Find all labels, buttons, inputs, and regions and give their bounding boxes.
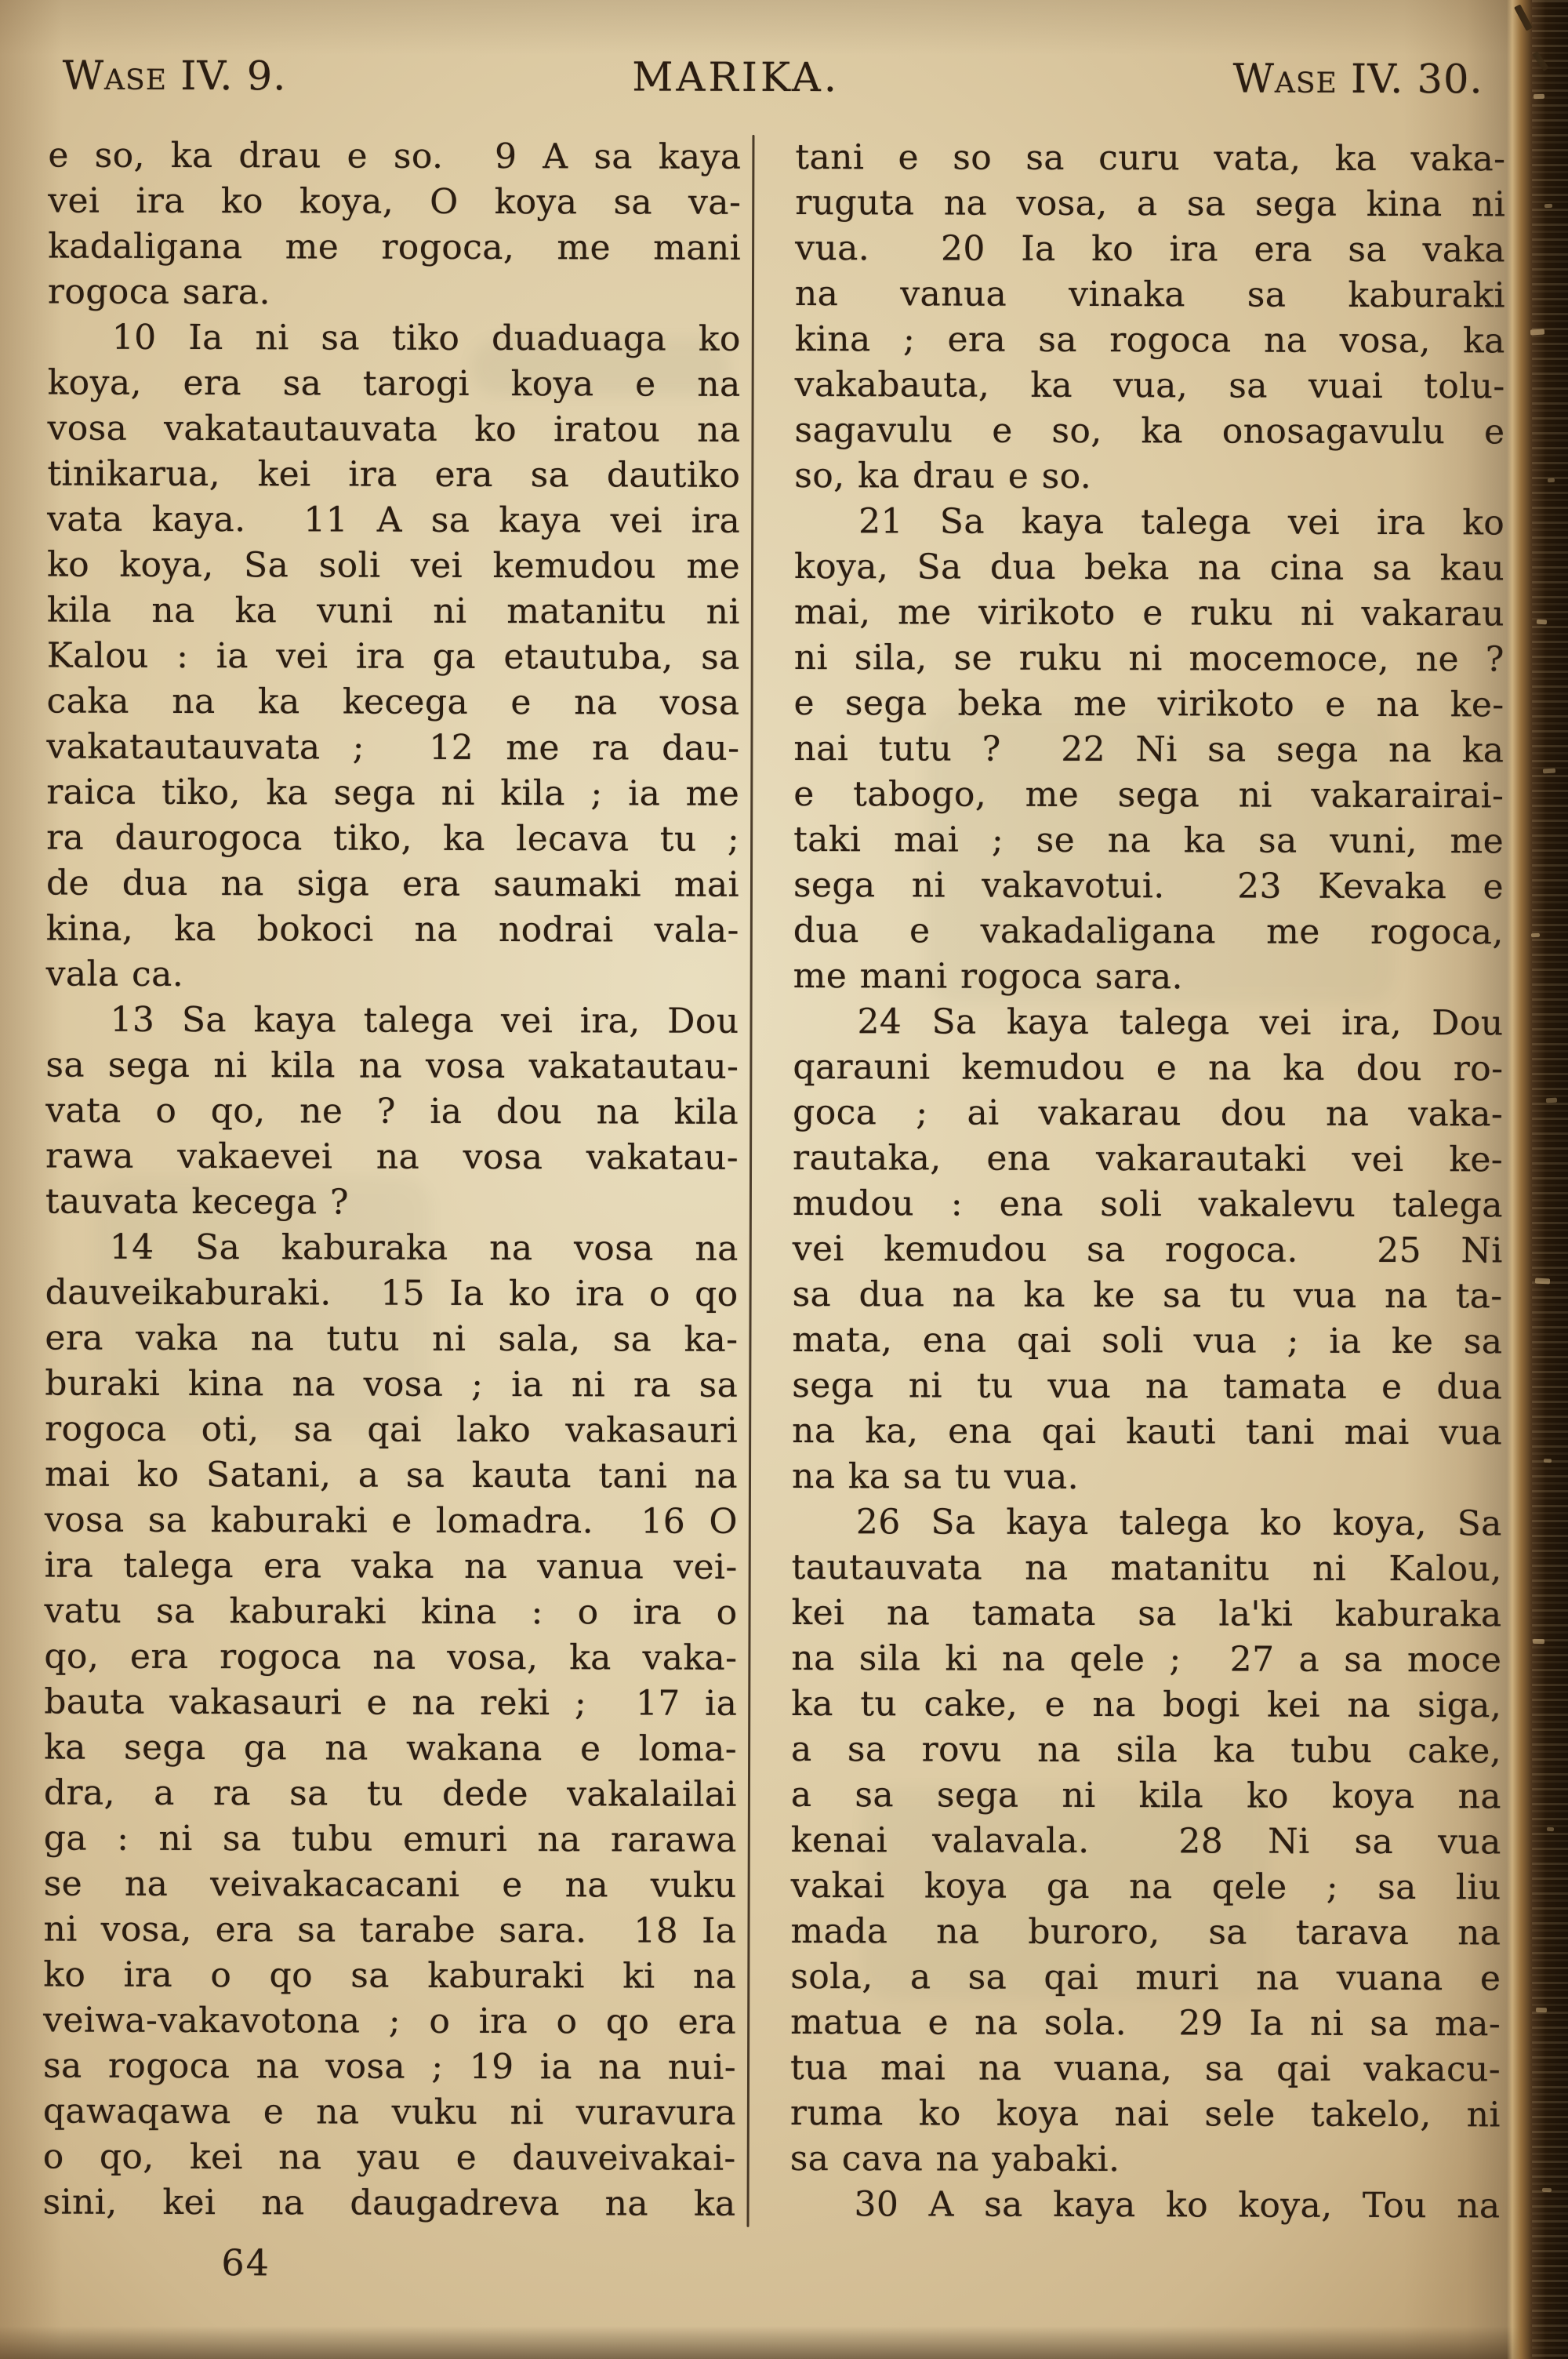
text-line: mata, ena qai soli vua ; ia ke sa xyxy=(792,1320,1503,1362)
text-line: buraki kina na vosa ; ia ni ra sa xyxy=(45,1363,739,1405)
text-line: ka tu cake, e na bogi kei na siga, xyxy=(791,1684,1502,1726)
text-line: vosa sa kaburaki e lomadra. 16 O xyxy=(44,1499,738,1542)
text-line: ko koya, Sa soli vei kemudou me xyxy=(46,544,741,587)
text-line: mudou : ena soli vakalevu talega xyxy=(792,1183,1503,1226)
text-line: na vanua vinaka sa kaburaki xyxy=(794,274,1506,316)
text-line: 24 Sa kaya talega vei ira, Dou xyxy=(857,1001,1504,1044)
running-header-title: MARIKA. xyxy=(632,54,840,102)
left-column xyxy=(43,133,742,2227)
text-line: dauveikaburaki. 15 Ia ko ira o qo xyxy=(45,1272,739,1314)
text-line: vei ira ko koya, O koya sa va- xyxy=(48,180,742,223)
text-line: veiwa-vakavotona ; o ira o qo era xyxy=(43,2000,737,2042)
text-line: sagavulu e so, ka onosagavulu e xyxy=(794,410,1505,453)
text-line: 21 Sa kaya talega vei ira ko xyxy=(858,501,1505,543)
text-line: kenai valavala. 28 Ni sa vua xyxy=(790,1820,1501,1863)
text-line: goca ; ai vakarau dou na vaka- xyxy=(793,1092,1504,1135)
text-line: sa dua na ka ke sa tu vua na ta- xyxy=(792,1274,1503,1317)
text-line: rogoca sara. xyxy=(47,271,270,313)
text-line: na sila ki na qele ; 27 a sa moce xyxy=(791,1638,1502,1681)
text-line: ga : ni sa tubu emuri na rarawa xyxy=(43,1818,737,1860)
page-number: 64 xyxy=(221,2241,270,2284)
running-header-left: Wase IV. 9. xyxy=(62,53,287,100)
text-line: mai, me virikoto e ruku ni vakarau xyxy=(793,592,1504,634)
text-line: so, ka drau e so. xyxy=(794,456,1092,497)
text-line: sega ni vakavotui. 23 Kevaka e xyxy=(793,865,1504,907)
text-line: era vaka na tutu ni sala, sa ka- xyxy=(45,1318,739,1360)
text-line: qo, era rogoca na vosa, ka vaka- xyxy=(44,1636,738,1678)
text-line: vakai koya ga na qele ; sa liu xyxy=(790,1866,1501,1908)
text-line: ruma ko koya nai sele takelo, ni xyxy=(789,2093,1501,2135)
text-line: qarauni kemudou e na ka dou ro- xyxy=(793,1047,1504,1089)
text-line: o qo, kei na yau e dauveivakai- xyxy=(42,2136,736,2179)
text-line: vala ca. xyxy=(45,954,184,994)
text-line: tinikarua, kei ira era sa dautiko xyxy=(47,453,741,496)
text-line: caka na ka kecega e na vosa xyxy=(46,681,740,723)
text-line: vei kemudou sa rogoca. 25 Ni xyxy=(792,1229,1503,1271)
text-line: kadaligana me rogoca, me mani xyxy=(48,226,742,268)
text-line: ni vosa, era sa tarabe sara. 18 Ia xyxy=(43,1909,737,1951)
text-line: ni sila, se ruku ni mocemoce, ne ? xyxy=(793,638,1504,680)
text-line: se na veivakacacani e na vuku xyxy=(43,1863,737,1906)
text-line: vosa vakatautauvata ko iratou na xyxy=(47,408,741,450)
text-line: ra daurogoca tiko, ka lecava tu ; xyxy=(46,817,740,860)
running-header-right: Wase IV. 30. xyxy=(1232,56,1483,104)
text-line: sa sega ni kila na vosa vakatautau- xyxy=(45,1045,739,1087)
text-line: 10 Ia ni sa tiko duaduaga ko xyxy=(111,317,741,359)
text-line: vakabauta, ka vua, sa vuai tolu- xyxy=(794,365,1505,407)
text-line: 14 Sa kaburaka na vosa na xyxy=(109,1227,739,1269)
column-divider-rule xyxy=(747,135,755,2227)
text-line: koya, era sa tarogi koya e na xyxy=(47,362,741,405)
text-line: mai ko Satani, a sa kauta tani na xyxy=(44,1454,739,1496)
text-line: sini, kei na daugadreva na ka xyxy=(42,2182,736,2224)
text-line: rogoca oti, sa qai lako vakasauri xyxy=(45,1408,739,1451)
text-line: ira talega era vaka na vanua vei- xyxy=(44,1545,738,1587)
text-line: ko ira o qo sa kaburaki ki na xyxy=(43,1954,737,1997)
text-line: kina, ka bokoci na nodrai vala- xyxy=(45,908,739,951)
text-columns xyxy=(43,133,1506,2230)
text-line: sola, a sa qai muri na vuana e xyxy=(790,1957,1501,1999)
text-line: tautauvata na matanitu ni Kalou, xyxy=(791,1547,1502,1590)
text-line: de dua na siga era saumaki mai xyxy=(45,863,740,905)
text-line: vata kaya. 11 A sa kaya vei ira xyxy=(47,499,741,541)
text-line: tani e so sa curu vata, ka vaka- xyxy=(795,137,1506,180)
text-line: a sa rovu na sila ka tubu cake, xyxy=(791,1729,1502,1772)
text-line: vakatautauvata ; 12 me ra dau- xyxy=(46,726,740,769)
text-line: taki mai ; se na ka sa vuni, me xyxy=(793,820,1504,862)
text-line: qawaqawa e na vuku ni vuravura xyxy=(42,2091,736,2133)
text-line: na ka sa tu vua. xyxy=(791,1456,1080,1497)
text-line: tua mai na vuana, sa qai vakacu- xyxy=(789,2048,1501,2090)
right-column xyxy=(790,135,1506,2229)
text-line: vua. 20 Ia ko ira era sa vaka xyxy=(795,228,1506,271)
text-line: sa rogoca na vosa ; 19 ia na nui- xyxy=(42,2045,737,2088)
text-line: e sega beka me virikoto e na ke- xyxy=(793,683,1504,725)
text-line: 13 Sa kaya talega vei ira, Dou xyxy=(110,999,739,1041)
text-line: sa cava na yabaki. xyxy=(789,2139,1120,2180)
text-line: raica tiko, ka sega ni kila ; ia me xyxy=(46,772,740,814)
text-line: vatu sa kaburaki kina : o ira o xyxy=(44,1590,738,1633)
text-line: e tabogo, me sega ni vakarairai- xyxy=(793,774,1504,816)
text-line: 26 Sa kaya talega ko koya, Sa xyxy=(855,1502,1502,1544)
text-line: tauvata kecega ? xyxy=(45,1181,349,1223)
text-line: kina ; era sa rogoca na vosa, ka xyxy=(794,319,1505,362)
text-line: me mani rogoca sara. xyxy=(793,956,1183,998)
text-line: dra, a ra sa tu dede vakalailai xyxy=(43,1772,738,1815)
text-line: rautaka, ena vakarautaki vei ke- xyxy=(793,1138,1504,1180)
text-line: ka sega ga na wakana e loma- xyxy=(44,1727,738,1769)
text-line: mada na buroro, sa tarava na xyxy=(790,1911,1501,1954)
text-line: kei na tamata sa la'ki kaburaka xyxy=(791,1593,1502,1635)
text-line: e so, ka drau e so. 9 A sa kaya xyxy=(48,135,742,177)
text-line: nai tutu ? 22 Ni sa sega na ka xyxy=(793,729,1504,771)
text-line: dua e vakadaligana me rogoca, xyxy=(793,911,1504,953)
text-line: koya, Sa dua beka na cina sa kau xyxy=(793,547,1505,589)
text-line: vata o qo, ne ? ia dou na kila xyxy=(45,1090,739,1132)
running-header xyxy=(3,53,1568,105)
text-line: matua e na sola. 29 Ia ni sa ma- xyxy=(790,2002,1501,2045)
text-line: kila na ka vuni ni matanitu ni xyxy=(46,590,740,632)
text-line: ruguta na vosa, a sa sega kina ni xyxy=(795,183,1506,225)
text-line: 30 A sa kaya ko koya, Tou na xyxy=(854,2184,1501,2226)
text-line: rawa vakaevei na vosa vakatau- xyxy=(45,1136,739,1178)
text-line: a sa sega ni kila ko koya na xyxy=(790,1775,1502,1817)
text-line: sega ni tu vua na tamata e dua xyxy=(792,1365,1503,1408)
text-line: Kalou : ia vei ira ga etautuba, sa xyxy=(46,635,740,678)
text-line: bauta vakasauri e na reki ; 17 ia xyxy=(44,1681,738,1724)
text-line: na ka, ena qai kauti tani mai vua xyxy=(792,1411,1503,1453)
